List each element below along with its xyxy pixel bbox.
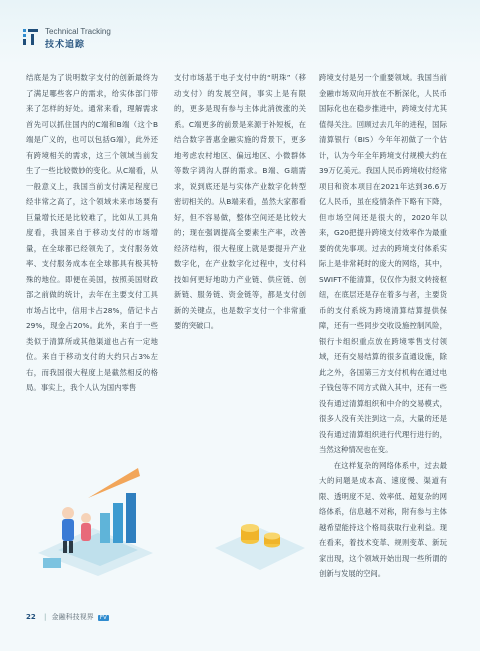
fintech-illustration — [28, 458, 158, 578]
paragraph: 跨境支付是另一个重要领域。我国当前金融市场双向开放在不断深化，人民币国际化也在稳步推进中，跨境支付尤其值得关注。回顾过去几年的进程，国际清算银行（BIS）今年年初做了一个估计，认为今年全年跨境支付规模大约在39万亿美元。我国人民币跨境收付经常项目和资本项目在2021年达到36.6万亿人民币，虽在疫情条件下略有下降，但市场空间还是很大的，2020年以来，G20把提升跨境支付效率作为最重要的优先事项。过去的跨境支付体系实际上是非常耗时的庞大的网络，其中，SWIFT不能清算，仅仅作为报文转接枢纽，在底层还是存在着多与者，主要货币的支付系统为跨境清算结算提供保障，还有一些同步交收设施控制风险，银行卡组织重点放在跨境零售支付领域，还有交易结算的很多直通设施，除此之外，各国第三方支付机构在通过电子钱包等不同方式做入其中，还有一些没有通过清算组织和中介的交易模式，很多人没有关注到这一点，大量的还是没有通过清算组织进行代理行进行的，当然这种情况也在变。 — [319, 73, 447, 454]
paragraph: 结底是为了说明数字支付的创新最终为了满足哪些客户的需求，给实体部门带来了怎样的好处。通常来看，理解需求首先可以抓住国内的C端和B端（这个B端是广义的，也可以包括G端），此外还有跨境相关的需求，这三个领域当前发生了一些比较微妙的变化。从C端看，从一般意义上，我国当前支付满足程度已经非常之高了，这个领域未来市场要有巨量增长还是比较难了，比如从工具角度看，我国来自于移动支付的市场增量，在全球都已经领先了，支付服务效率、支付服务成本在全球都具有极其特殊的地位。即便在美国，按照美国财政部之前做的统计，去年在主要支付工具市场占比中，信用卡占28%，借记卡占29%，现金占20%。此外，来自于一些类似于清算所或其他渠道也占有一定地位。来自于移动支付的大约只占3%左右，而我国很大程度上是截然相反的格局。事实上，我个人认为国内零售 — [26, 73, 158, 392]
technical-tracking-icon — [22, 28, 40, 46]
magazine-name: 金融科技视界 — [51, 613, 94, 621]
article-column-1 — [26, 70, 158, 396]
page-footer — [26, 612, 109, 624]
column-logo — [22, 26, 122, 50]
article-column-3 — [319, 70, 447, 582]
coin-stacks-illustration — [210, 488, 310, 578]
logo-english-text: Technical Tracking — [45, 27, 111, 36]
paragraph: 支付市场基于电子支付中的“明珠”（移动支付）的发展空间，事实上是有限的，更多是现有参与主体此消彼涨的关系。C端更多的前景是来源于补短板，在结合数字普惠金融实施的背景下，更多地考虑农村地区、偏远地区、小微群体等数字鸿沟人群的需求。B端、G端需求，说到底还是与实体产业数字化转型密切相关的。从B端来看，虽然大家都看好，但不容易做，整体空间还是比较大的；现在强调提高全要素生产率，改善经济结构，很大程度上就是要提升产业数字化，在产业数字化过程中，支付科技如何更好地助力产业链、供应链、创新链、服务链、资金链等，都是支付创新的关键点，也是数字支付一个非常重要的突破口。 — [174, 73, 306, 330]
logo-chinese-text: 技术追踪 — [45, 40, 86, 50]
footer-separator: | — [43, 613, 47, 621]
page-number: 22 — [26, 613, 36, 621]
paragraph: 在这样复杂的网络体系中，过去最大的问题是成本高、速度慢、渠道有限、透明度不足、效率低、超复杂的网络体系，信息越不对称，附有参与主体越希望能持这个格局获取行业利益。现在看来，着技术变革、规则变革、新玩家出现，这个领域开始出现一些所谓的创新与发展的空间。 — [319, 460, 447, 578]
article-column-2 — [174, 70, 306, 334]
magazine-badge: FV — [99, 615, 107, 621]
